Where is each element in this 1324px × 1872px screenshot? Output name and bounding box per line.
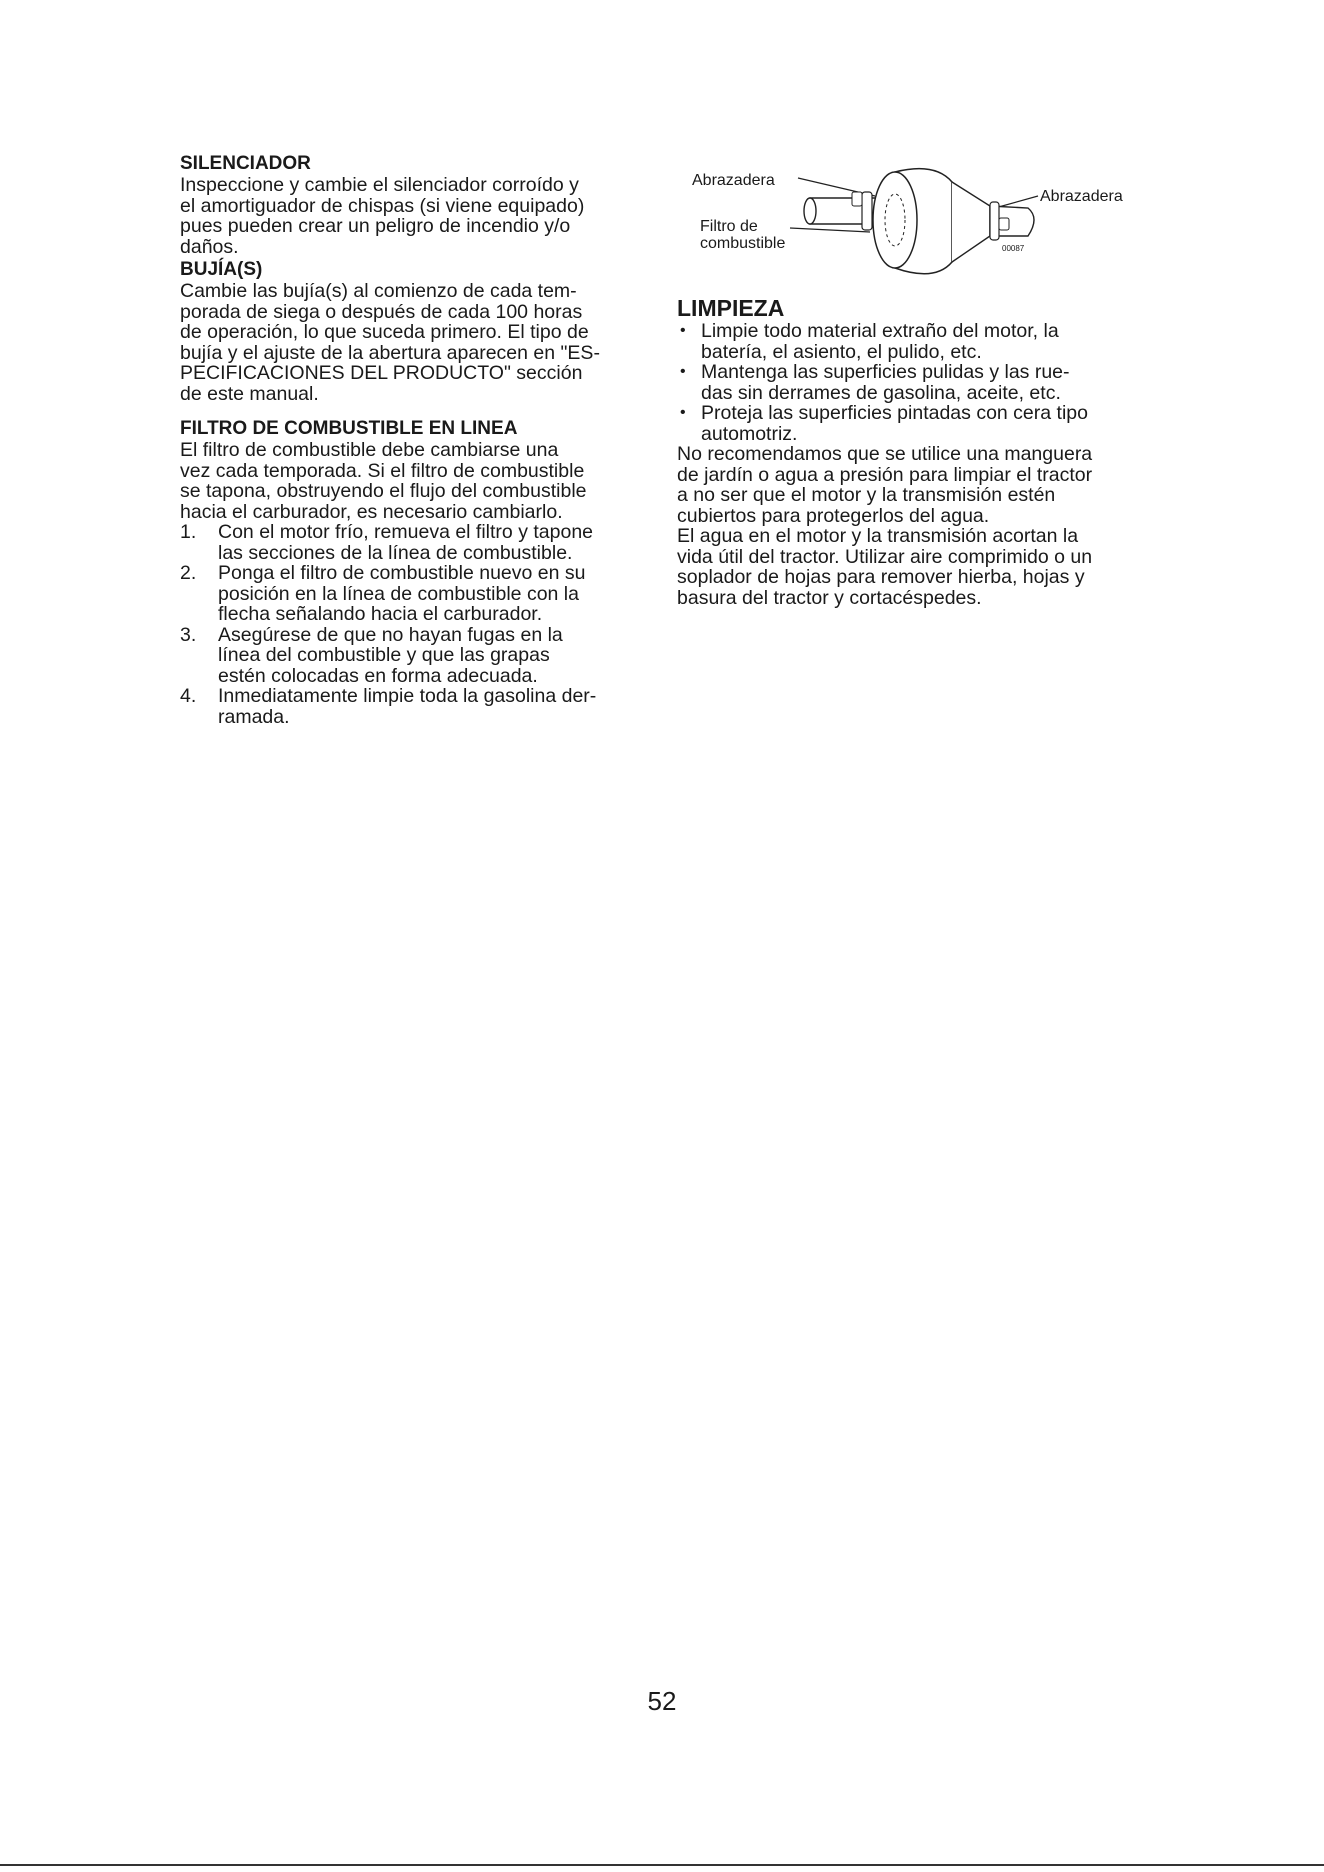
list-item xyxy=(180,686,660,727)
left-column xyxy=(180,153,660,727)
step-number: 1. xyxy=(180,521,197,543)
step-text: Inmediatamente limpie toda la gasolina der- ramada. xyxy=(218,685,597,728)
list-item xyxy=(180,522,660,563)
step-number: 3. xyxy=(180,623,197,646)
list-item xyxy=(180,625,660,687)
list-item: • Limpie todo material extraño del motor, la batería, el asiento, el pulido, etc. xyxy=(680,320,1059,363)
page-number: 52 xyxy=(647,1686,677,1716)
figure-code: 00087 xyxy=(1002,244,1025,253)
list-item: • Mantenga las superficies pulidas y las rue- das sin derrames de gasolina, aceite, etc. xyxy=(680,361,1070,404)
list-item: • Proteja las superficies pintadas con cera tipo automotriz. xyxy=(680,402,1088,445)
label-filter: Filtro de combustible xyxy=(700,218,786,252)
label-clamp-right: Abrazadera xyxy=(1040,188,1123,205)
bullet-text: Limpie todo material extraño del motor, la batería, el asiento, el pulido, etc. xyxy=(701,320,1059,363)
limpieza-text-2: El agua en el motor y la transmisión acortan la vida útil del tractor. Utilizar aire comprimido o un soplador de hojas para remover hierba, hojas y basura del tractor y cortacéspedes. xyxy=(677,525,1093,609)
limpieza-text-1: No recomendamos que se utilice una manguera de jardín o agua a presión para limpiar el tractor a no ser que el motor y la transmisión estén cubiertos para protegerlos del agua. xyxy=(677,443,1093,527)
list-item xyxy=(180,563,660,625)
filtro-heading: FILTRO DE COMBUSTIBLE EN LINEA xyxy=(180,418,518,439)
limpieza-bullets xyxy=(677,321,1157,444)
step-text: Asegúrese de que no hayan fugas en la línea del combustible y que las grapas estén colocadas en forma adecuada. xyxy=(218,623,563,687)
silenciador-text: Inspeccione y cambie el silenciador corroído y el amortiguador de chispas (si viene equipado) pues pueden crear un peligro de incendio y/o daños. xyxy=(180,174,585,258)
fuel-filter-figure xyxy=(690,162,1150,282)
silenciador-heading: SILENCIADOR xyxy=(180,153,311,174)
right-column xyxy=(677,295,1157,608)
filtro-text: El filtro de combustible debe cambiarse una vez cada temporada. Si el filtro de combustible se tapona, obstruyendo el flujo del combustible hacia el carburador, es necesario cambiarlo. xyxy=(180,439,587,523)
bujias-heading: BUJÍA(S) xyxy=(180,259,263,280)
limpieza-heading: LIMPIEZA xyxy=(677,295,785,321)
step-text: Ponga el filtro de combustible nuevo en su posición en la línea de combustible con la flecha señalando hacia el carburador. xyxy=(218,562,586,625)
step-text: Con el motor frío, remueva el filtro y tapone las secciones de la línea de combustible. xyxy=(218,521,594,564)
filtro-steps-list xyxy=(180,522,660,727)
step-number: 2. xyxy=(180,562,197,584)
step-number: 4. xyxy=(180,685,197,707)
bullet-text: Mantenga las superficies pulidas y las rue- das sin derrames de gasolina, aceite, etc. xyxy=(701,361,1070,404)
bullet-text: Proteja las superficies pintadas con cera tipo automotriz. xyxy=(701,402,1088,445)
bujias-text: Cambie las bujía(s) al comienzo de cada tem- porada de siega o después de cada 100 horas de operación, lo que suceda primero. El tipo de bujía y el ajuste de la abertura aparecen en "ES- PECIFICACIONES DEL PRODUCTO" sección de este manual. xyxy=(180,280,600,405)
bottom-rule xyxy=(0,1864,1324,1866)
label-clamp-left: Abrazadera xyxy=(692,172,775,189)
